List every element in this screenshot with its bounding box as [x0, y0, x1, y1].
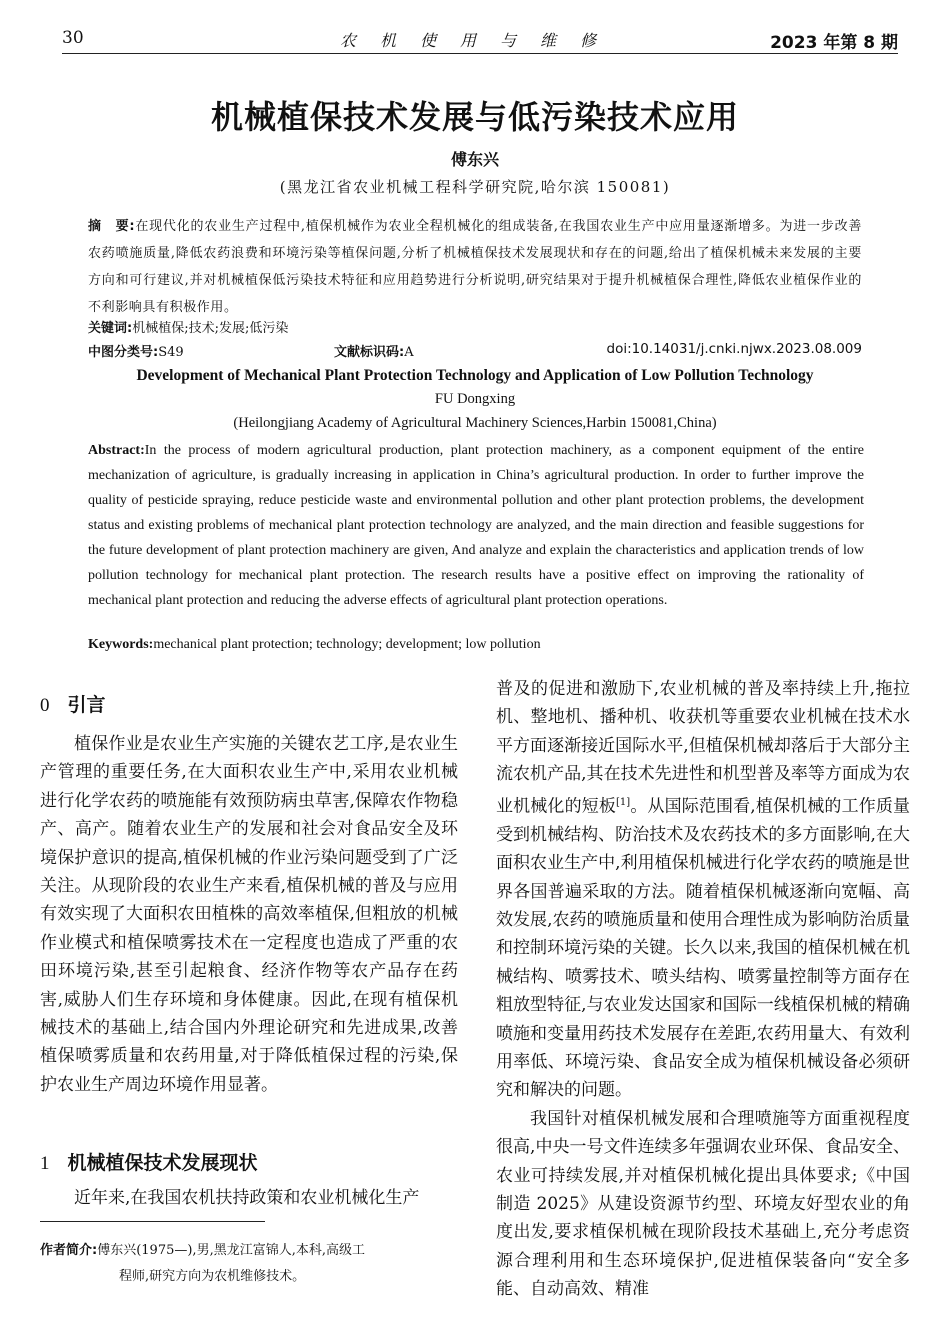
abstract-en-label: Abstract:	[88, 443, 145, 458]
abstract-cn	[88, 213, 862, 321]
abstract-en	[88, 438, 864, 613]
footnote-divider	[40, 1221, 265, 1222]
section-1-heading: 1 机械植保技术发展现状	[40, 1152, 258, 1174]
classification-row	[88, 341, 862, 363]
issue-label: 2023 年第 8 期	[770, 33, 898, 53]
keywords-cn	[88, 317, 288, 336]
keywords-cn-text: 机械植保;技术;发展;低污染	[132, 321, 289, 336]
english-author: FU Dongxing	[434, 391, 516, 407]
footnote-label: 作者简介:	[40, 1243, 98, 1258]
english-title: Development of Mechanical Plant Protection Technology and Application of Low Pollution Technology	[136, 367, 814, 384]
section-0-paragraph: 植保作业是农业生产实施的关键农艺工序,是农业生产管理的重要任务,在大面积农业生产中,采用农业机械进行化学农药的喷施能有效预防病虫草害,保障农作物稳产、高产。随着农业生产的发展和社会对食品安全及环境保护意识的提高,植保机械的作业污染问题受到了广泛关注。从现阶段的农业生产来看,植保机械的普及与应用有效实现了大面积农田植株的高效率植保,但粗放的机械作业模式和植保喷雾技术在一定程度也造成了严重的农田环境污染,甚至引起粮食、经济作物等农产品存在药害,威胁人们生存环境和身体健康。因此,在现有植保机械技术的基础上,结合国内外理论研究和先进成果,改善植保喷雾质量和农药用量,对于降低植保过程的污染,保护农业生产周边环境作用显著。	[40, 734, 458, 1095]
journal-name: 农机使用与维修	[339, 31, 620, 50]
keywords-en-label: Keywords:	[88, 637, 154, 652]
abstract-cn-label: 摘 要:	[88, 219, 136, 234]
keywords-cn-label: 关键词:	[88, 321, 133, 336]
paper-title: 机械植保技术发展与低污染技术应用	[210, 98, 739, 136]
doi: doi:10.14031/j.cnki.njwx.2023.08.009	[606, 341, 862, 357]
page-header	[62, 24, 898, 54]
author-footnote: 作者简介:傅东兴(1975—),男,黑龙江富锦人,本科,高级工 程师,研究方向为农机维修技术。	[40, 1243, 365, 1284]
document-code: 文献标识码:A	[334, 345, 414, 360]
citation-1: [1]	[616, 796, 631, 808]
keywords-en	[88, 637, 541, 653]
clc-number: 中图分类号:S49	[88, 345, 184, 360]
english-affiliation: (Heilongjiang Academy of Agricultural Machinery Sciences,Harbin 150081,China)	[233, 415, 717, 431]
left-column	[40, 730, 458, 1099]
section-1-paragraph-continued: 普及的促进和激励下,农业机械的普及率持续上升,拖拉机、整地机、播种机、收获机等重要农业机械在技术水平方面逐渐接近国际水平,但植保机械却落后于大部分主流农机产品,其在技术先进性和机型普及率等方面成为农业机械化的短板[1]。从国际范围看,植保机械的工作质量受到机械结构、防治技术及农药技术的多方面影响,在大面积农业生产中,利用植保机械进行化学农药的喷施是世界各国普遍采取的方法。随着植保机械逐渐向宽幅、高效发展,农药的喷施质量和使用合理性成为影响防治质量和控制环境污染的关键。长久以来,我国的植保机械在机械结构、喷雾技术、喷头结构、喷雾量控制等方面存在粗放型特征,与农业发达国家和国际一线植保机械的精确喷施和变量用药技术发展存在差距,农药用量大、有效利用率低、环境污染、食品安全成为植保机械设备必须研究和解决的问题。	[496, 679, 910, 1101]
abstract-en-text: In the process of modern agricultural production, plant protection machinery, as a component equipment of the entire mechanization of agriculture, is gradually increasing in application in China’s agricultural production. In order to further improve the quality of pesticide spraying, reduce pesticide waste and environmental pollution and other plant protection problems, the development status and existing problems of mechanical plant protection technology are analyzed, and the main direction and feasible suggestions for the future development of plant protection machinery are given, And analyze and explain the characteristics and application trends of low pollution technology for mechanical plant protection. The research results have a positive effect on improving the rationality of mechanical plant protection and reducing the adverse effects of agricultural plant protection operations.	[88, 443, 864, 608]
section-0-heading: 0 引言	[40, 694, 106, 716]
page-number: 30	[62, 28, 84, 48]
section-1-paragraph-2: 我国针对植保机械发展和合理喷施等方面重视程度很高,中央一号文件连续多年强调农业环保、食品安全、农业可持续发展,并对植保机械化提出具体要求;《中国制造 2025》从建设资源节约型、环境友好型农业的角度出发,要求植保机械在现阶段技术基础上,充分考虑资源合理利用和生态环境保护,促进植保装备向“安全多能、自动高效、精准	[496, 1108, 910, 1300]
author-affiliation: (黑龙江省农业机械工程科学研究院,哈尔滨 150081)	[279, 178, 671, 196]
author-name: 傅东兴	[450, 150, 499, 169]
right-column	[496, 675, 910, 1304]
abstract-cn-text: 在现代化的农业生产过程中,植保机械作为农业全程机械化的组成装备,在我国农业生产中应用量逐渐增多。为进一步改善农药喷施质量,降低农药浪费和环境污染等植保问题,分析了机械植保技术发展现状和存在的问题,给出了植保机械未来发展的主要方向和可行建议,并对机械植保低污染技术特征和应用趋势进行分析说明,研究结果对于提升机械植保合理性,降低农业植保作业的不利影响具有积极作用。	[88, 219, 862, 315]
section-1-paragraph-start: 近年来,在我国农机扶持政策和农业机械化生产	[74, 1188, 420, 1208]
keywords-en-text: mechanical plant protection; technology; development; low pollution	[153, 637, 541, 652]
